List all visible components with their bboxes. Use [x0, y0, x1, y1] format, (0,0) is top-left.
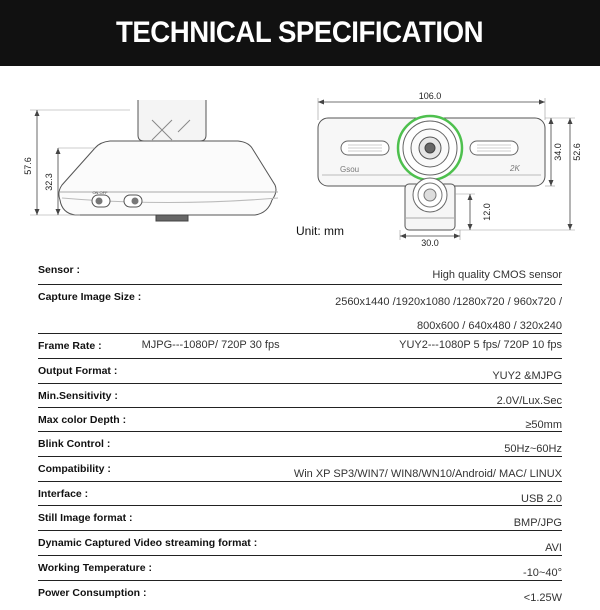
header-banner	[0, 0, 600, 66]
spec-label: Compatibility :	[38, 463, 111, 475]
spec-value: 2.0V/Lux.Sec	[496, 395, 562, 407]
brand-label: Gsou	[340, 165, 360, 174]
spec-row-sensor	[38, 258, 562, 285]
spec-value	[102, 334, 562, 351]
dim-front-height: 34.0	[553, 143, 563, 161]
side-view-drawing	[30, 100, 278, 221]
spec-value: BMP/JPG	[513, 517, 562, 529]
spec-row-video-format	[38, 531, 562, 556]
spec-row-still-image-format	[38, 506, 562, 531]
spec-value: YUY2 &MJPG	[492, 370, 562, 382]
spec-value: Win XP SP3/WIN7/ WIN8/WN10/Android/ MAC/ LINUX	[293, 468, 562, 480]
spec-label: Max color Depth :	[38, 414, 127, 426]
dim-body-height: 32.3	[44, 173, 54, 191]
spec-value: USB 2.0	[521, 493, 562, 505]
spec-label: Dynamic Captured Video streaming format :	[38, 537, 258, 549]
dim-total-height: 57.6	[23, 157, 33, 175]
spec-label: Working Temperature :	[38, 562, 152, 574]
spec-row-compatibility	[38, 457, 562, 482]
dim-width: 106.0	[418, 91, 442, 101]
spec-row-power-consumption	[38, 581, 562, 604]
resolution-label: 2K	[510, 164, 520, 173]
spec-value-line: 2560x1440 /1920x1080 /1280x720 / 960x720 /	[335, 296, 562, 308]
switch-label: ON OFF	[92, 190, 108, 195]
spec-row-output-format	[38, 359, 562, 384]
spec-value-line: 800x600 / 640x480 / 320x240	[417, 320, 562, 332]
spec-label: Frame Rate :	[38, 340, 102, 352]
spec-row-capture-size	[38, 285, 562, 334]
spec-value-yuy2: YUY2---1080P 5 fps/ 720P 10 fps	[399, 339, 562, 351]
spec-row-blink-control	[38, 432, 562, 457]
spec-value-mjpg: MJPG---1080P/ 720P 30 fps	[141, 339, 280, 351]
spec-row-max-color-depth	[38, 408, 562, 432]
spec-value: AVI	[545, 542, 562, 554]
spec-value: 50Hz~60Hz	[504, 443, 562, 455]
page-title: TECHNICAL SPECIFICATION	[116, 16, 484, 49]
spec-value: ≥50mm	[525, 419, 562, 431]
dim-full-height: 52.6	[572, 143, 582, 161]
spec-label: Capture Image Size :	[38, 291, 142, 303]
spec-row-working-temperature	[38, 556, 562, 581]
spec-value: High quality CMOS sensor	[432, 269, 562, 281]
spec-table	[38, 258, 562, 604]
spec-label: Sensor :	[38, 264, 81, 276]
spec-label: Blink Control :	[38, 438, 111, 450]
spec-row-interface	[38, 482, 562, 506]
spec-value: <1.25W	[523, 592, 562, 604]
spec-label: Min.Sensitivity :	[38, 390, 118, 402]
spec-label: Output Format :	[38, 365, 118, 377]
spec-row-min-sensitivity	[38, 384, 562, 408]
spec-label: Still Image format :	[38, 512, 133, 524]
spec-row-frame-rate	[38, 334, 562, 359]
dim-clip-width: 30.0	[421, 238, 439, 248]
spec-value	[141, 285, 562, 338]
spec-label: Interface :	[38, 488, 89, 500]
spec-label: Power Consumption :	[38, 587, 147, 599]
spec-value: -10~40°	[523, 567, 562, 579]
unit-label: Unit: mm	[296, 224, 344, 238]
dim-clip-height: 12.0	[482, 203, 492, 221]
